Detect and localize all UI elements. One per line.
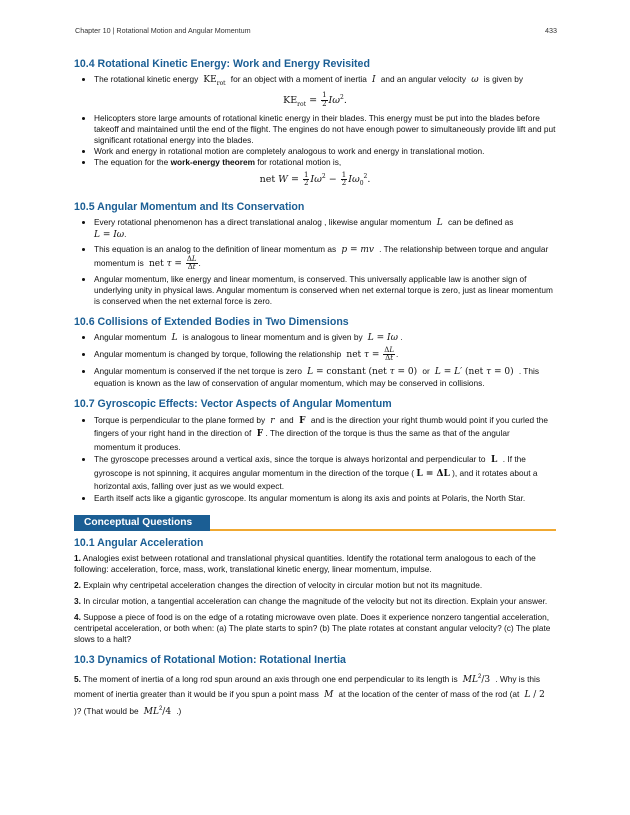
question-4: 4. Suppose a piece of food is on the edge of a rotating microwave oven plate. Does it experience nonzero tangential acceleration, centripetal acceleration, or both when: (a) The plate starts to spin? (b) The plate rotates at constant angular velocity? (c) The plate slows to a halt? bbox=[74, 611, 551, 644]
chapter-title: Chapter 10 | Rotational Motion and Angular Momentum bbox=[75, 26, 251, 35]
summary-list-10-6 bbox=[74, 332, 556, 389]
section-heading-10-7: 10.7 Gyroscopic Effects: Vector Aspects of Angular Momentum bbox=[74, 397, 392, 410]
question-1: 1. Analogies exist between rotational and translational physical quantities. Identify the rotational term analogous to each of the following: acceleration, force, mass, work, translational kinetic energy, linear momentum, impulse. bbox=[74, 552, 536, 574]
page-header bbox=[75, 26, 557, 35]
section-heading-10-6: 10.6 Collisions of Extended Bodies in Two Dimensions bbox=[74, 315, 349, 328]
list-item: • This equation is an analog to the definition of linear momentum as p = mv . The relationship between torque and angular momentum is net τ = $\frac{\Delta L}{\Delta t}$ . bbox=[94, 244, 556, 272]
list-item: • Earth itself acts like a gigantic gyroscope. Its angular momentum is along its axis and points at Polaris, the North Star. bbox=[94, 493, 556, 504]
equation-work-energy: net W = $\frac{1}{2}$ $I\omega^2$ − $\frac{1}{2}$ $I\omega_0^2$. bbox=[259, 170, 371, 187]
list-item: • Angular momentum is conserved if the net torque is zero L = constant (net τ = 0) or L = L′ (net τ = 0) . This equation is known as the law of conservation of angular momentum, which may be conserved in collisions. bbox=[94, 366, 556, 389]
list-item: • Every rotational phenomenon has a direct translational analog , likewise angular momentum L can be defined as L = Iω. bbox=[94, 217, 556, 241]
list-item: • Angular momentum L is analogous to linear momentum and is given by L = Iω . bbox=[94, 332, 556, 344]
list-item: • Helicopters store large amounts of rotational kinetic energy in their blades. This energy must be put into the blades before takeoff and maintained until the end of the flight. The engines do not have enough power to simultaneously provide lift and put significant rotational energy into the blades. bbox=[94, 113, 556, 146]
list-item: • Angular momentum is changed by torque, following the relationship net τ = $\frac{\Delta L}{\Delta t}$ . bbox=[94, 347, 556, 363]
equation-rotational-ke: $KE_{rot}$ = $\frac{1}{2}$ $I\omega^2$. bbox=[283, 91, 347, 108]
conceptual-questions-banner bbox=[74, 515, 556, 531]
banner-rule bbox=[210, 529, 556, 531]
question-2: 2. Explain why centripetal acceleration changes the direction of velocity in circular motion but not its magnitude. bbox=[74, 579, 483, 590]
list-item: • The gyroscope precesses around a vertical axis, since the torque is always horizontal and perpendicular to L . If the gyroscope is not spinning, it acquires angular momentum in the direction of the torque ( L = ΔL ), and it rotates about a horizontal axis, falling over just as we would expect. bbox=[94, 453, 556, 493]
question-3: 3. In circular motion, a tangential acceleration can change the magnitude of the velocity but not its direction. Explain your answer. bbox=[74, 595, 548, 606]
section-heading-10-4: 10.4 Rotational Kinetic Energy: Work and Energy Revisited bbox=[74, 58, 370, 70]
list-item: • Torque is perpendicular to the plane formed by r and F and is the direction your right thumb would point if you curled the fingers of your right hand in the direction of F . The direction of the torque is thus the same as that of the angular momentum it produces. bbox=[94, 414, 556, 454]
section-heading-10-5: 10.5 Angular Momentum and Its Conservation bbox=[74, 200, 305, 213]
list-item: • Work and energy in rotational motion are completely analogous to work and energy in translational motion. bbox=[94, 146, 556, 157]
page-number: 433 bbox=[545, 26, 557, 35]
conceptual-questions-label: Conceptual Questions bbox=[74, 515, 210, 531]
section-heading-10-1: 10.1 Angular Acceleration bbox=[74, 536, 204, 549]
list-item: • The equation for the work-energy theorem for rotational motion is, bbox=[94, 157, 556, 168]
summary-list-10-5 bbox=[74, 217, 556, 307]
question-5: 5. The moment of inertia of a long rod spun around an axis through one end perpendicular to its length is $ML^2/3$ . Why is this moment of inertia greater than it would be if you spun a point mass M at the location of the center of mass of the rod (at L / 2 )? (That would be $ML^2/4$ .) bbox=[74, 673, 545, 717]
summary-list-10-4 bbox=[74, 74, 556, 89]
section-heading-10-3: 10.3 Dynamics of Rotational Motion: Rotational Inertia bbox=[74, 653, 346, 666]
list-item: • Angular momentum, like energy and linear momentum, is conserved. This universally applicable law is another sign of underlying unity in physical laws. Angular momentum is conserved when net external torque is zero, just as linear momentum is conserved when the net external force is zero. bbox=[94, 274, 556, 307]
page-content bbox=[74, 58, 556, 723]
summary-list-10-7 bbox=[74, 414, 556, 504]
list-item: • The rotational kinetic energy $KE_{rot}$ for an object with a moment of inertia I and an angular velocity ω is given by bbox=[94, 74, 556, 89]
